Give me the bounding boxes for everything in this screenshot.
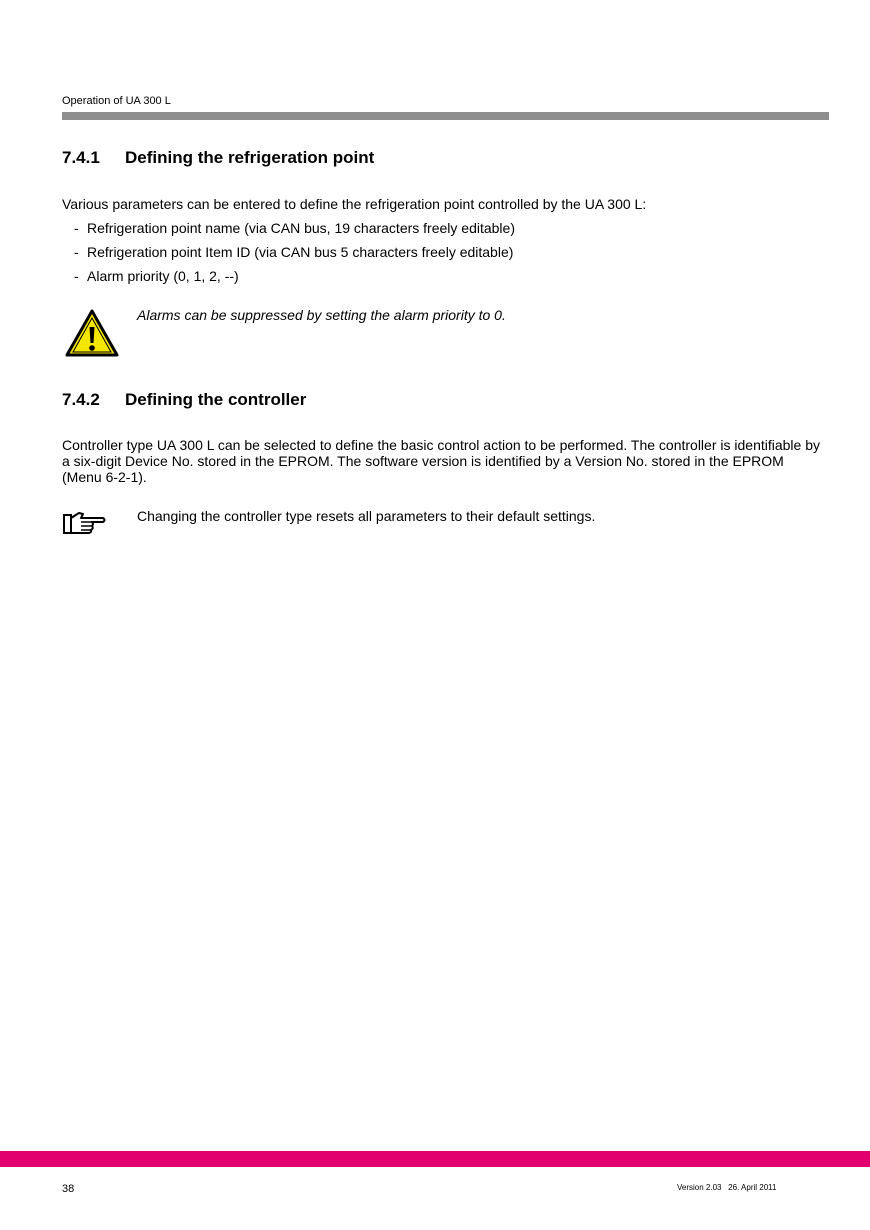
note-text: Changing the controller type resets all parameters to their default settings.	[137, 508, 596, 524]
bullet-marker: -	[74, 244, 79, 260]
list-item	[74, 244, 515, 268]
section-title: Defining the refrigeration point	[125, 148, 375, 167]
warning-triangle-icon	[64, 308, 120, 363]
header-rule	[62, 112, 829, 120]
section-heading-7-4-1	[62, 148, 374, 168]
list-item-text: Refrigeration point Item ID (via CAN bus 5 characters freely editable)	[87, 244, 514, 260]
bullet-marker: -	[74, 268, 79, 284]
section-intro: Various parameters can be entered to define the refrigeration point controlled by the UA 300 L:	[62, 196, 647, 212]
list-item	[74, 220, 515, 244]
list-item-text: Alarm priority (0, 1, 2, --)	[87, 268, 239, 284]
footer-version: Version 2.03 26. April 2011	[677, 1183, 777, 1192]
warning-note-text: Alarms can be suppressed by setting the alarm priority to 0.	[137, 307, 506, 323]
section-number: 7.4.2	[62, 390, 100, 409]
list-item	[74, 268, 515, 292]
pointing-hand-icon	[62, 510, 108, 541]
section-body: Controller type UA 300 L can be selected to define the basic control action to be performed. The controller is identifiable by a six-digit Device No. stored in the EPROM. The software version is identified by a Version No. stored in the EPROM (Menu 6-2-1).	[62, 437, 820, 485]
bullet-marker: -	[74, 220, 79, 236]
section-heading-7-4-2	[62, 390, 306, 410]
list-item-text: Refrigeration point name (via CAN bus, 19 characters freely editable)	[87, 220, 515, 236]
section-title: Defining the controller	[125, 390, 307, 409]
page-number: 38	[62, 1183, 75, 1195]
footer-band	[0, 1151, 870, 1167]
section-number: 7.4.1	[62, 148, 100, 167]
parameter-list	[74, 220, 515, 292]
running-header: Operation of UA 300 L	[62, 95, 171, 107]
